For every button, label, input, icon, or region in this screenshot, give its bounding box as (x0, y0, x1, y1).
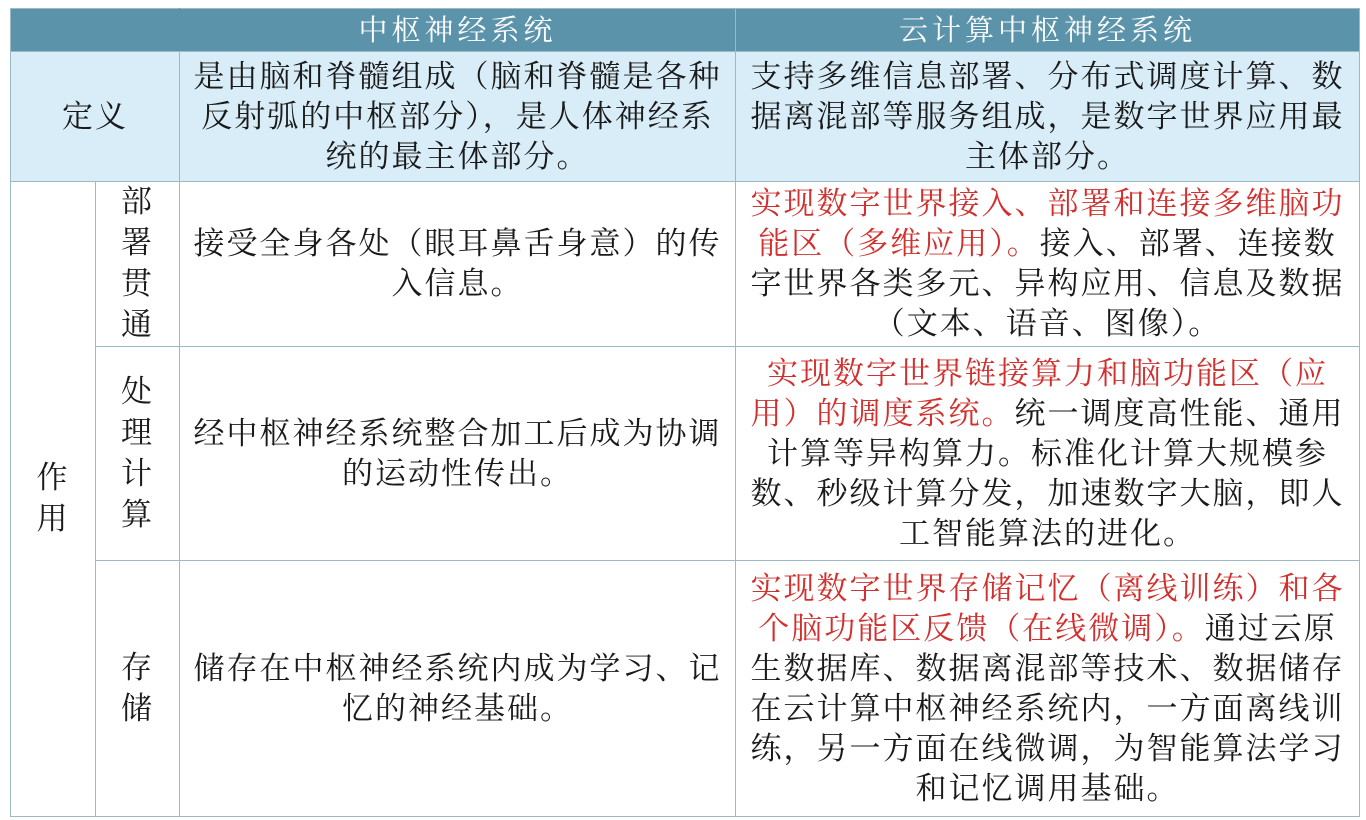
definition-cloud: 支持多维信息部署、分布式调度计算、数据离混部等服务组成，是数字世界应用最主体部分。 (736, 52, 1360, 182)
cloud-deploy-highlight: 实现数字世界接入、部署和连接多维脑功能区（多维应用）。 (750, 186, 1345, 262)
cloud-deploy-text: 接入、部署、连接数字世界各类多元、异构应用、信息及数据（文本、语音、图像）。 (750, 226, 1345, 342)
cloud-compute-highlight: 实现数字世界链接算力和脑功能区（应用）的调度系统。 (750, 355, 1328, 432)
cloud-storage-highlight: 实现数字世界存储记忆（离线训练）和各个脑功能区反馈（在线微调）。 (750, 570, 1345, 647)
sub-label-compute: 处理计算 (121, 373, 154, 533)
neural-compute: 经中枢神经系统整合加工后成为协调的运动性传出。 (180, 347, 736, 561)
definition-label: 定义 (11, 52, 180, 182)
neural-storage: 储存在中枢神经系统内成为学习、记忆的神经基础。 (180, 561, 736, 817)
header-row (11, 9, 1360, 52)
neural-deploy: 接受全身各处（眼耳鼻舌身意）的传入信息。 (180, 182, 736, 347)
sub-label-cell-deploy (96, 182, 180, 347)
cloud-compute-text: 统一调度高性能、通用计算等异构算力。标准化计算大规模参数、秒级计算分发，加速数字大脑，即人工智能算法的进化。 (750, 395, 1345, 552)
function-row-compute (11, 347, 1360, 561)
cloud-compute (736, 347, 1360, 561)
cloud-storage (736, 561, 1360, 817)
sub-label-deploy: 部署贯通 (121, 184, 154, 343)
definition-row (11, 52, 1360, 182)
function-row-storage (11, 561, 1360, 817)
function-label: 作用 (36, 460, 70, 537)
header-cloud-neural-system: 云计算中枢神经系统 (736, 9, 1360, 52)
sub-label-cell-storage (96, 561, 180, 817)
cloud-deploy (736, 182, 1360, 347)
function-label-cell (11, 182, 96, 817)
function-row-deploy (11, 182, 1360, 347)
header-neural-system: 中枢神经系统 (180, 9, 736, 52)
definition-neural: 是由脑和脊髓组成（脑和脊髓是各种反射弧的中枢部分），是人体神经系统的最主体部分。 (180, 52, 736, 182)
sub-label-storage: 存储 (121, 649, 154, 727)
header-blank-cell (11, 9, 180, 52)
cloud-storage-text: 通过云原生数据库、数据离混部等技术、数据储存在云计算中枢神经系统内，一方面离线训练，另一方面在线微调，为智能算法学习和记忆调用基础。 (750, 610, 1345, 807)
comparison-table (10, 8, 1360, 817)
sub-label-cell-compute (96, 347, 180, 561)
